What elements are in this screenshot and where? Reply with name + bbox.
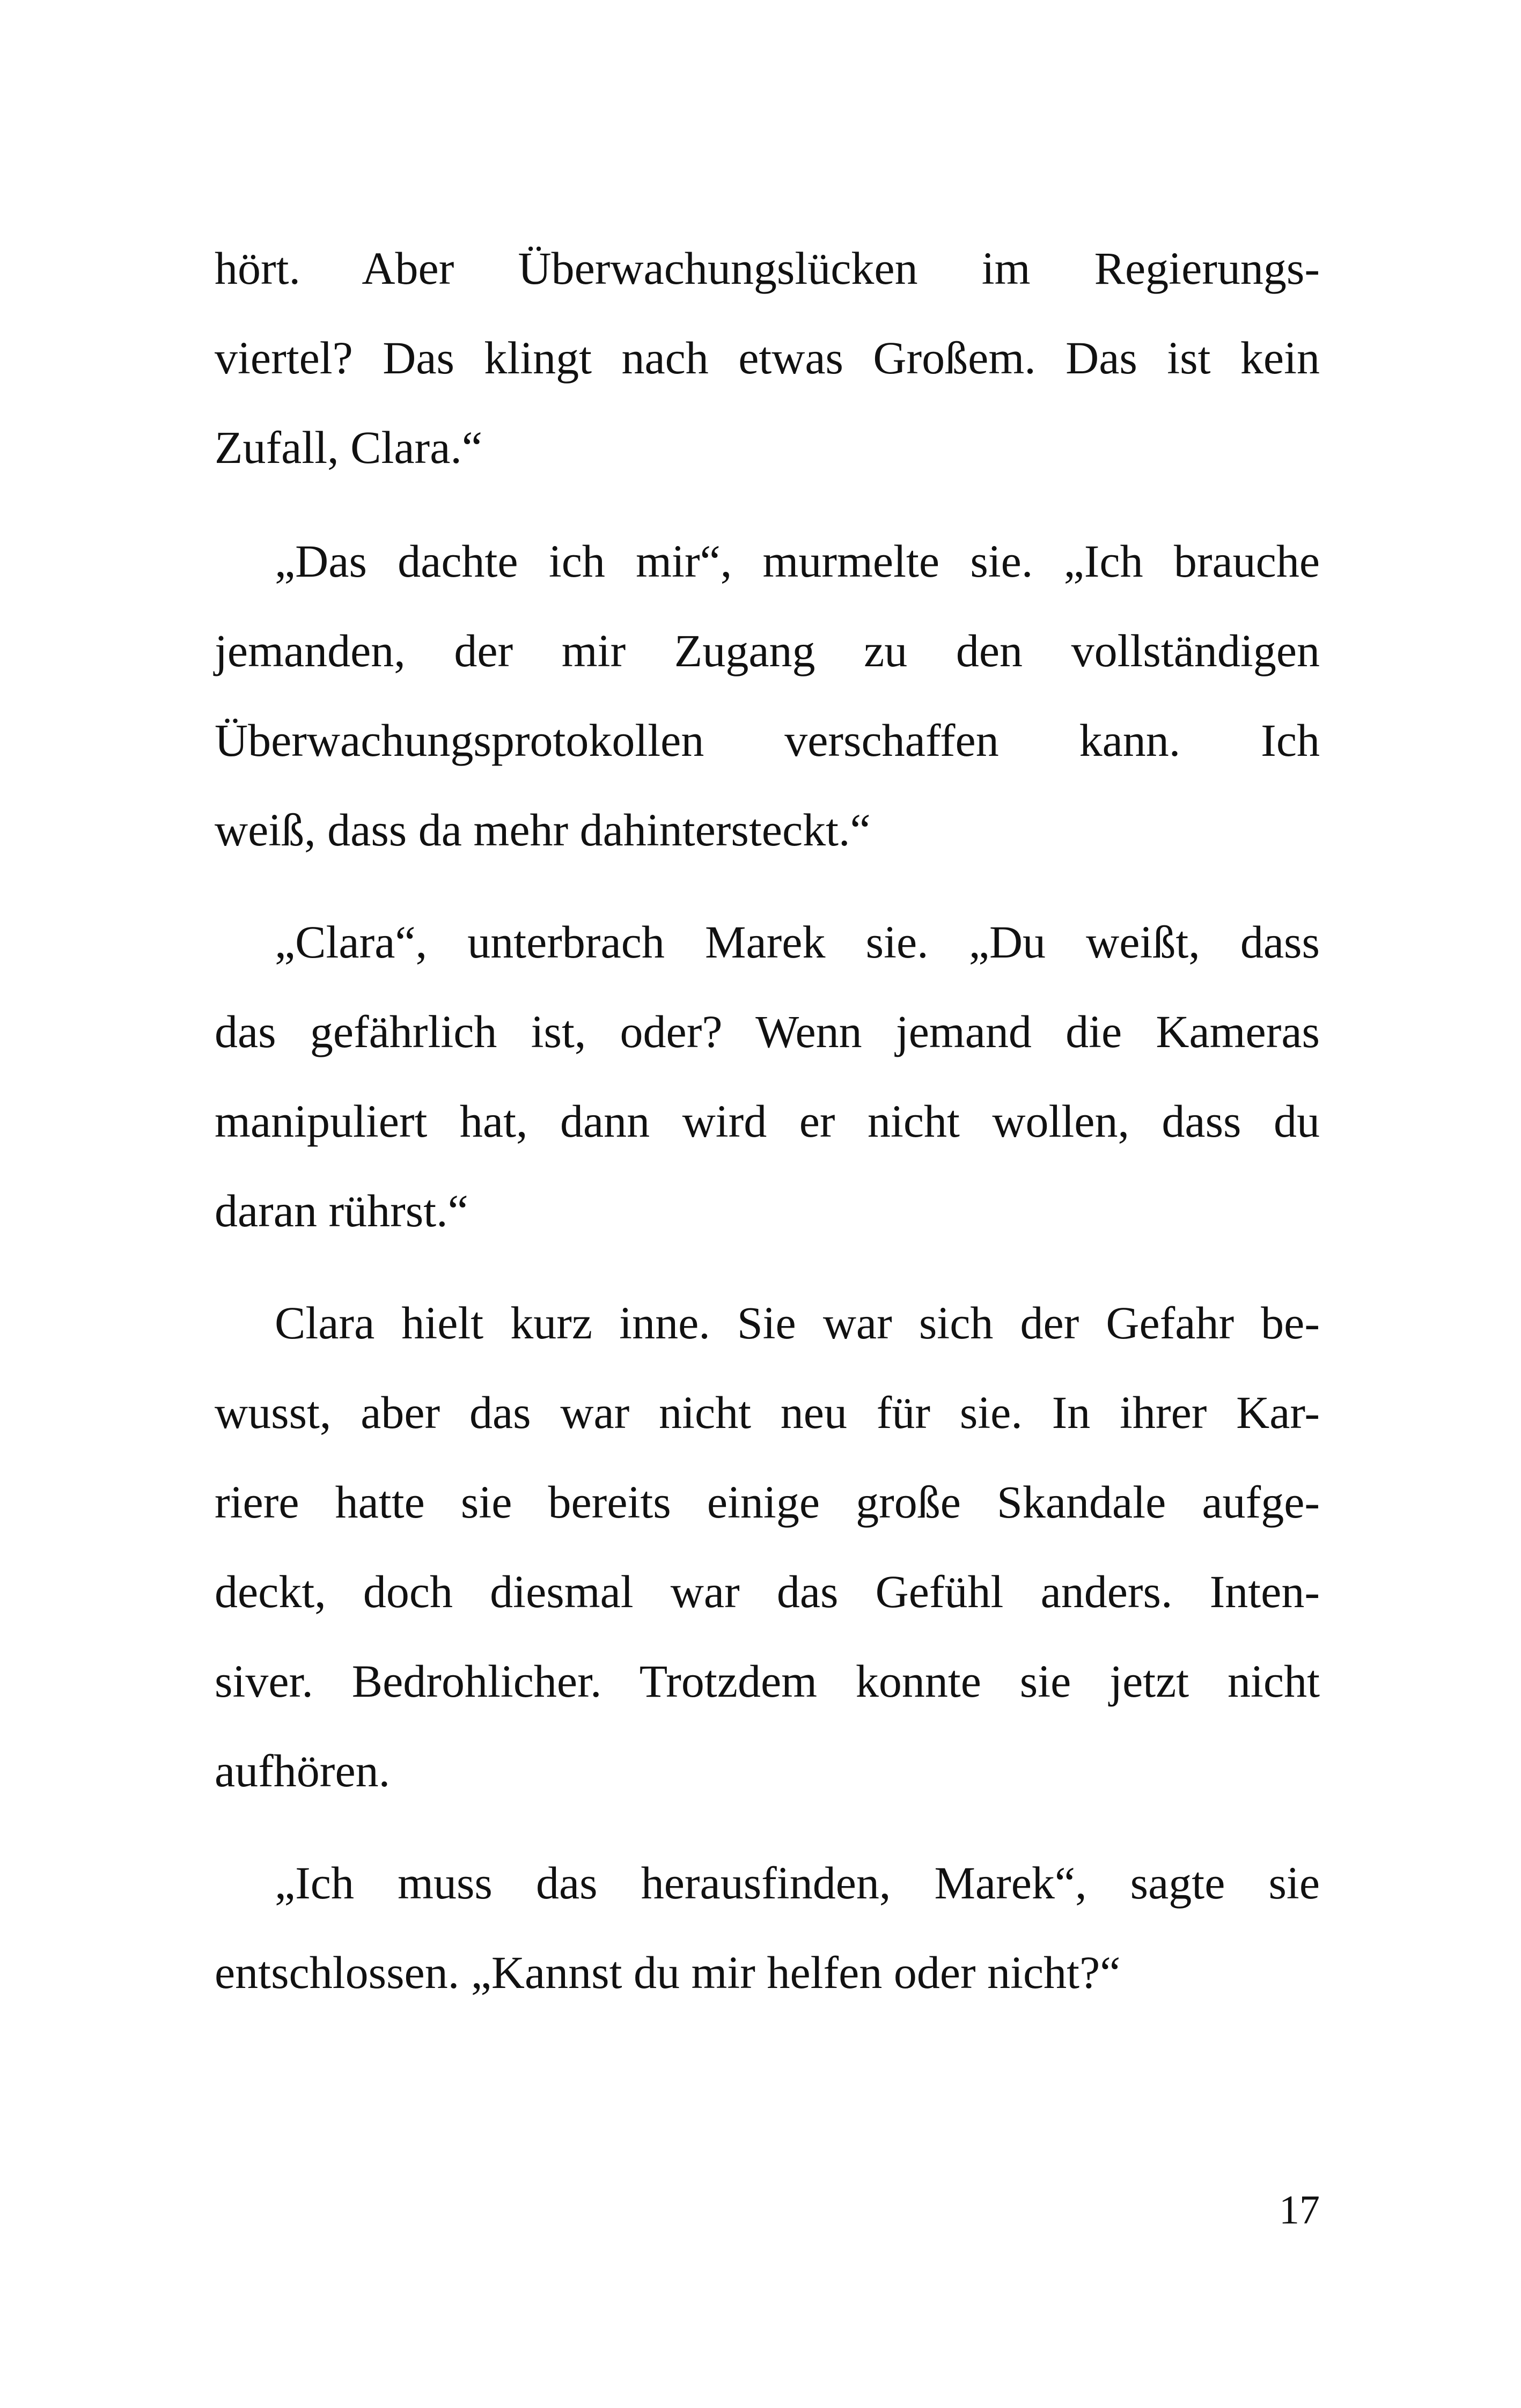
text-line: „Das dachte ich mir“, murmelte sie. „Ich brauche <box>275 535 1320 587</box>
text-line: Clara hielt kurz inne. Sie war sich der Gefahr be- <box>275 1297 1320 1349</box>
text-line: Überwachungsprotokollen verschaffen kann. Ich <box>215 715 1320 766</box>
text-line: wusst, aber das war nicht neu für sie. In ihrer Kar- <box>215 1387 1320 1438</box>
text-line: das gefährlich ist, oder? Wenn jemand die Kameras <box>215 1006 1320 1057</box>
text-line: Zufall, Clara.“ <box>215 422 483 473</box>
text-line: jemanden, der mir Zugang zu den vollständigen <box>215 625 1320 676</box>
page-number: 17 <box>1279 2188 1320 2233</box>
text-line: „Clara“, unterbrach Marek sie. „Du weißt, dass <box>275 916 1320 968</box>
text-line: daran rührst.“ <box>215 1185 468 1236</box>
text-line: manipuliert hat, dann wird er nicht wollen, dass du <box>215 1095 1320 1147</box>
text-line: entschlossen. „Kannst du mir helfen oder nicht?“ <box>215 1947 1121 1998</box>
text-line: aufhören. <box>215 1745 391 1796</box>
text-line: riere hatte sie bereits einige große Skandale aufge- <box>215 1476 1320 1528</box>
text-line: siver. Bedrohlicher. Trotzdem konnte sie jetzt nicht <box>215 1655 1320 1707</box>
text-line: deckt, doch diesmal war das Gefühl anders. Inten- <box>215 1566 1320 1617</box>
text-line: weiß, dass da mehr dahintersteckt.“ <box>215 804 871 856</box>
text-line: hört. Aber Überwachungslücken im Regierungs- <box>215 242 1320 294</box>
text-line: viertel? Das klingt nach etwas Großem. Das ist kein <box>215 332 1320 384</box>
text-line: „Ich muss das herausfinden, Marek“, sagte sie <box>275 1857 1320 1909</box>
